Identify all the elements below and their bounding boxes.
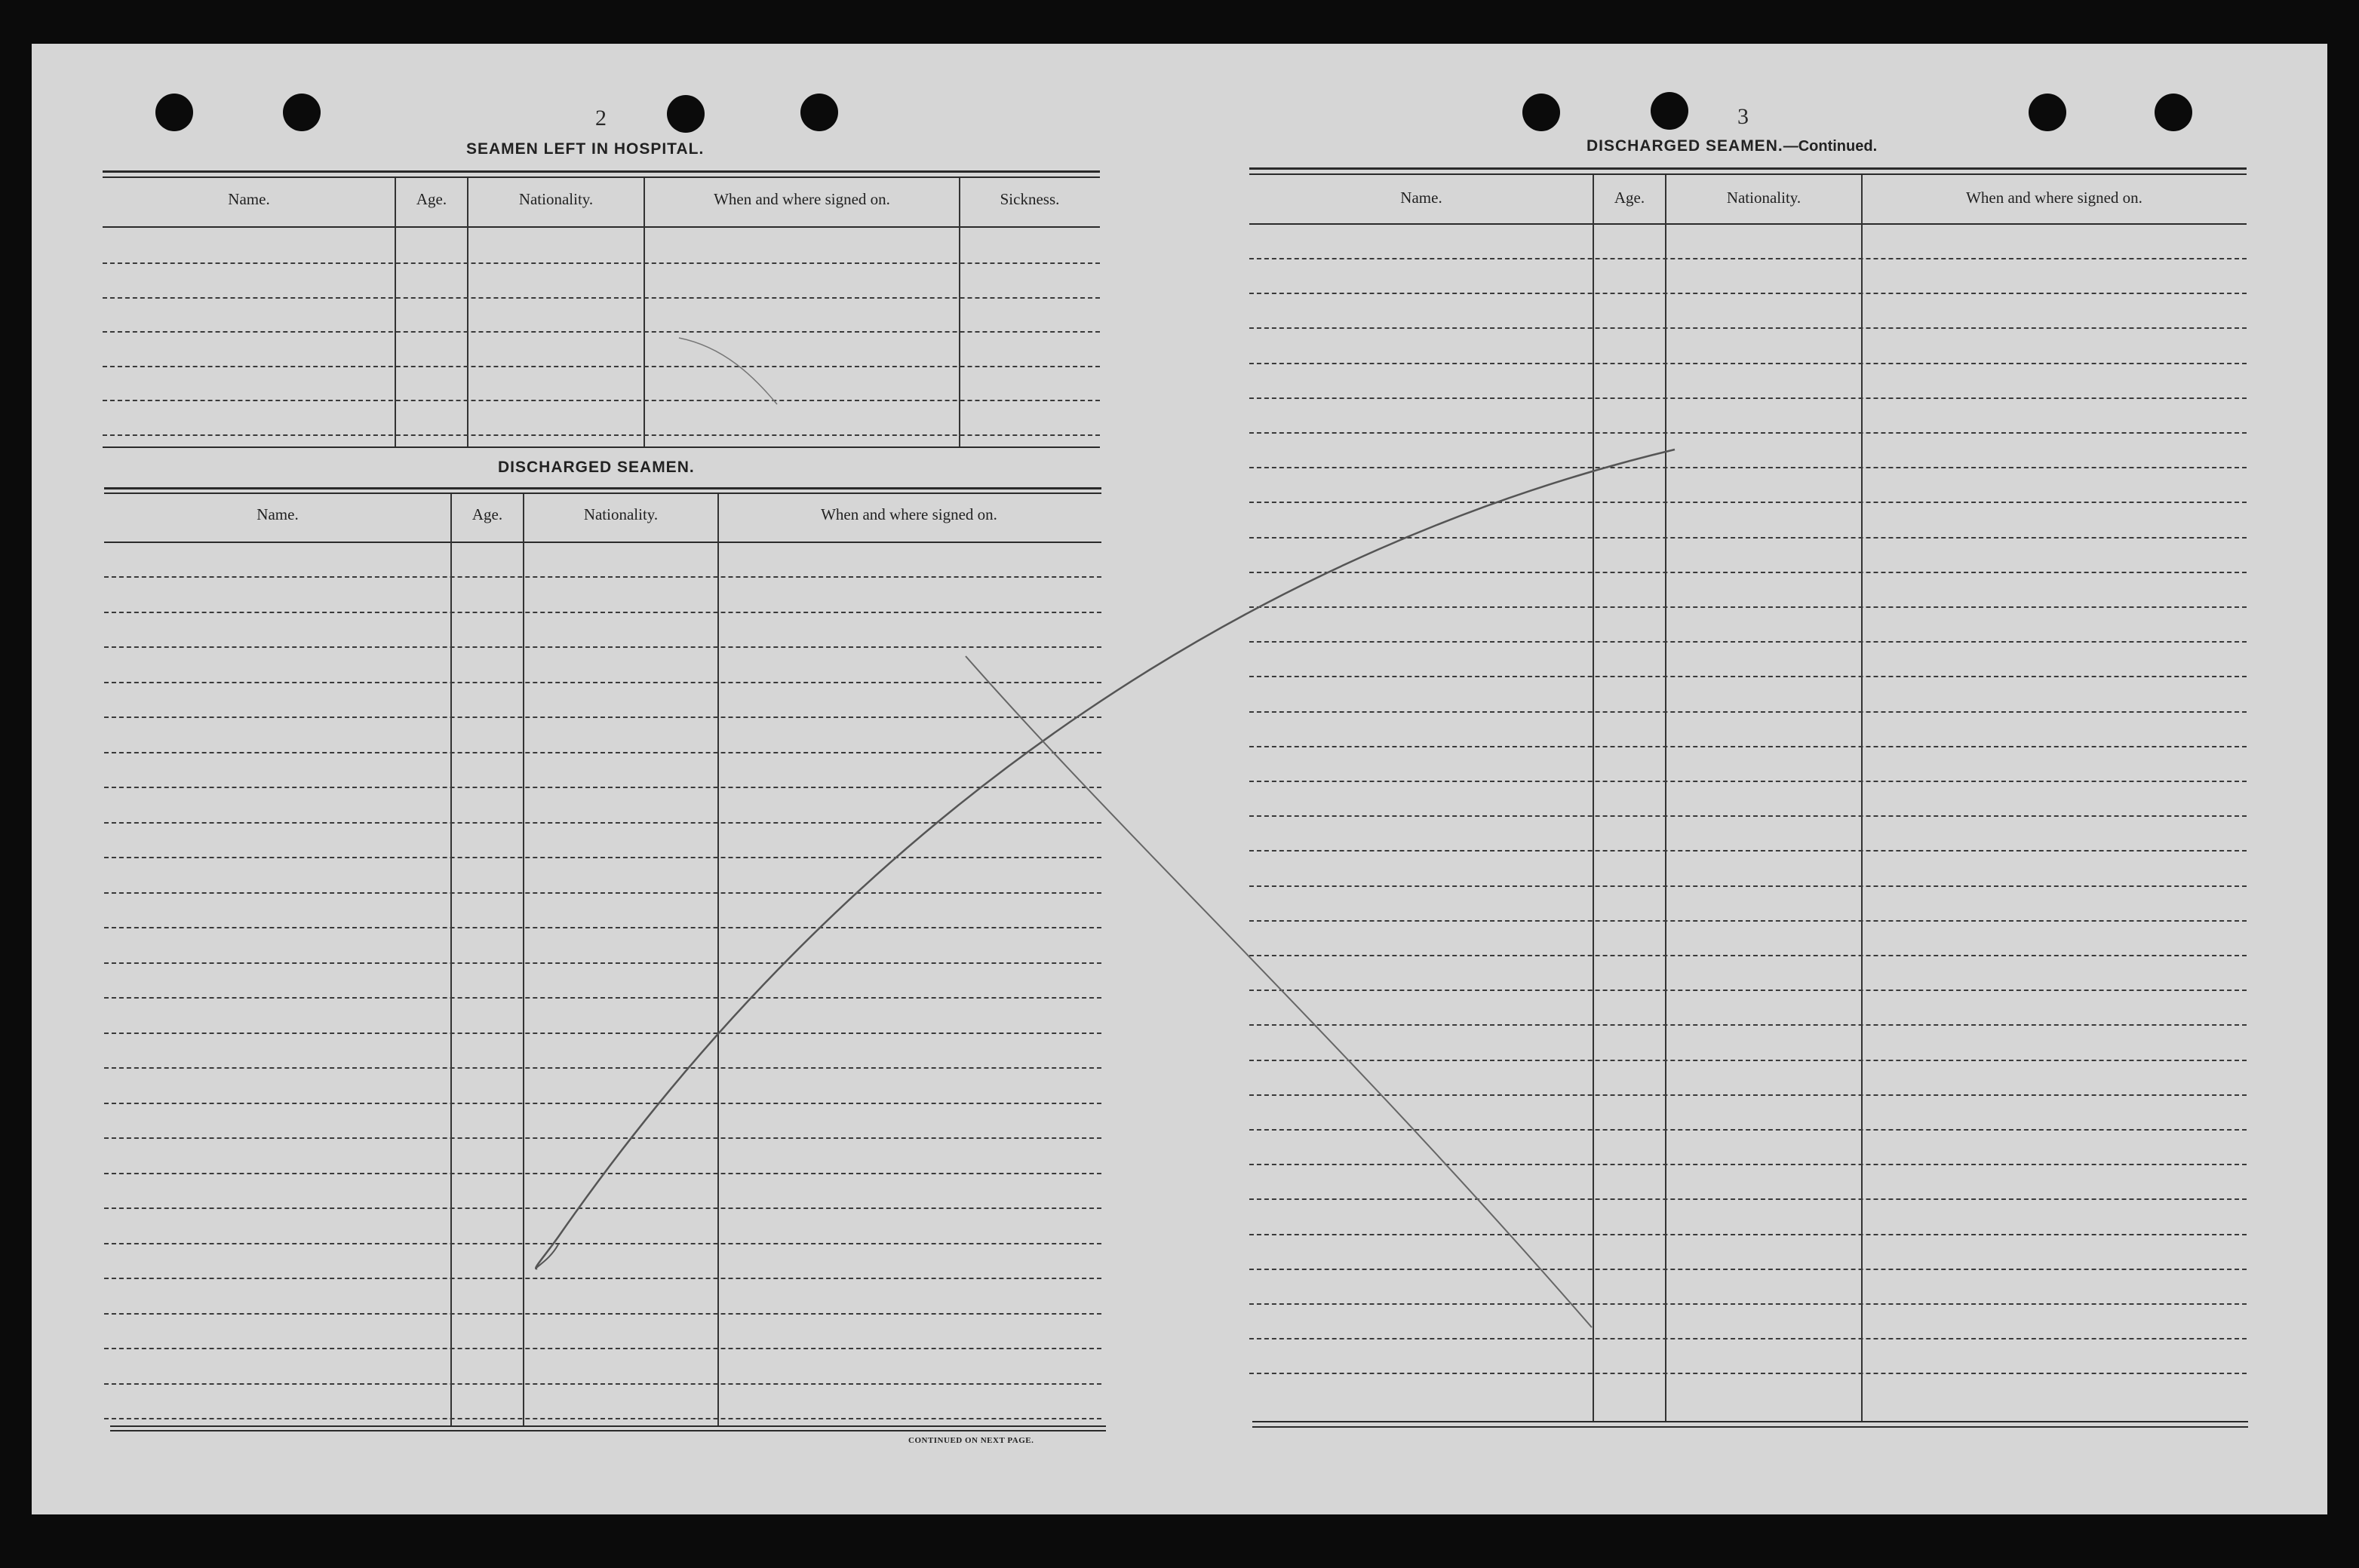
column-header-age: Age. — [1614, 189, 1645, 207]
column-header-signed-on: When and where signed on. — [1966, 189, 2142, 207]
column-header-signed-on: When and where signed on. — [714, 190, 890, 208]
column-header-sickness: Sickness. — [1000, 190, 1060, 208]
column-header-age: Age. — [416, 190, 447, 208]
hospital-section-title: SEAMEN LEFT IN HOSPITAL. — [466, 140, 705, 158]
pencil-stroke-hook — [536, 1244, 558, 1269]
column-header-age: Age. — [471, 505, 503, 523]
continued-note: CONTINUED ON NEXT PAGE. — [908, 1436, 1034, 1445]
column-header-name: Name. — [256, 505, 299, 523]
column-header-nationality: Nationality. — [518, 190, 594, 208]
page-number-right: 3 — [1737, 104, 1749, 129]
column-header-nationality: Nationality. — [1726, 189, 1802, 207]
column-header-nationality: Nationality. — [583, 505, 659, 523]
pencil-stroke-small — [679, 338, 777, 404]
pencil-stroke-long — [536, 450, 1675, 1269]
column-header-name: Name. — [1400, 189, 1442, 207]
column-header-signed-on: When and where signed on. — [821, 505, 997, 523]
pencil-stroke-diagonal — [966, 656, 1592, 1327]
discharged-continued-title-main: DISCHARGED SEAMEN. — [1586, 137, 1783, 155]
discharged-continued-title-suffix: —Continued. — [1783, 138, 1878, 155]
page-number-left: 2 — [595, 106, 607, 130]
discharged-section-title: DISCHARGED SEAMEN. — [498, 459, 695, 476]
column-header-name: Name. — [228, 190, 270, 208]
